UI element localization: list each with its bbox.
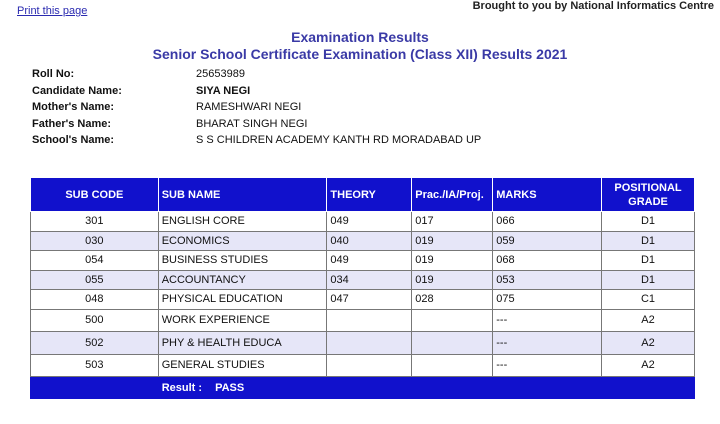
theory-cell: 040 bbox=[327, 231, 412, 251]
candidate-name-value: SIYA NEGI bbox=[196, 84, 251, 97]
prac-cell: 028 bbox=[412, 290, 493, 310]
sub-name-cell: ACCOUNTANCY bbox=[158, 270, 327, 290]
grade-cell: D1 bbox=[602, 251, 695, 271]
theory-cell bbox=[327, 332, 412, 355]
sub-code-cell: 500 bbox=[31, 309, 159, 332]
sub-name-cell: GENERAL STUDIES bbox=[158, 354, 327, 377]
sub-code-cell: 054 bbox=[31, 251, 159, 271]
sub-code-cell: 502 bbox=[31, 332, 159, 355]
grade-cell: D1 bbox=[602, 270, 695, 290]
result-cell bbox=[158, 377, 694, 399]
result-value: PASS bbox=[215, 381, 245, 394]
marks-cell: 059 bbox=[493, 231, 602, 251]
table-row bbox=[31, 354, 695, 377]
table-row bbox=[31, 270, 695, 290]
exam-title: Senior School Certificate Examination (Class XII) Results 2021 bbox=[152, 46, 568, 62]
sub-name-cell: PHYSICAL EDUCATION bbox=[158, 290, 327, 310]
marks-cell: --- bbox=[493, 354, 602, 377]
marks-cell: 053 bbox=[493, 270, 602, 290]
sub-name-cell: BUSINESS STUDIES bbox=[158, 251, 327, 271]
header-grade-line2: GRADE bbox=[628, 195, 668, 208]
result-row bbox=[31, 377, 695, 399]
school-name-row bbox=[32, 132, 481, 149]
sub-code-cell: 030 bbox=[31, 231, 159, 251]
father-name-row bbox=[32, 116, 481, 133]
grade-cell: A2 bbox=[602, 309, 695, 332]
table-row bbox=[31, 332, 695, 355]
father-name-value: BHARAT SINGH NEGI bbox=[196, 117, 308, 130]
sub-name-cell: WORK EXPERIENCE bbox=[158, 309, 327, 332]
marks-cell: 075 bbox=[493, 290, 602, 310]
header-grade-line1: POSITIONAL bbox=[614, 181, 682, 194]
prac-cell: 019 bbox=[412, 231, 493, 251]
print-page-link[interactable]: Print this page bbox=[17, 5, 88, 17]
marks-cell: 068 bbox=[493, 251, 602, 271]
table-header-row bbox=[31, 178, 695, 212]
mother-name-row bbox=[32, 99, 481, 116]
header-marks: MARKS bbox=[493, 178, 602, 212]
sub-code-cell: 055 bbox=[31, 270, 159, 290]
theory-cell: 034 bbox=[327, 270, 412, 290]
mother-name-value: RAMESHWARI NEGI bbox=[196, 101, 302, 114]
grade-cell: A2 bbox=[602, 354, 695, 377]
candidate-name-label: Candidate Name: bbox=[32, 84, 122, 97]
theory-cell: 049 bbox=[327, 212, 412, 232]
sub-code-cell: 048 bbox=[31, 290, 159, 310]
result-spacer bbox=[31, 377, 159, 399]
grade-cell: A2 bbox=[602, 332, 695, 355]
sub-code-cell: 503 bbox=[31, 354, 159, 377]
table-row bbox=[31, 309, 695, 332]
sub-code-cell: 301 bbox=[31, 212, 159, 232]
marks-cell: --- bbox=[493, 309, 602, 332]
prac-cell: 019 bbox=[412, 251, 493, 271]
table-row bbox=[31, 290, 695, 310]
school-name-value: S S CHILDREN ACADEMY KANTH RD MORADABAD UP bbox=[196, 134, 482, 147]
father-name-label: Father's Name: bbox=[32, 117, 112, 130]
theory-cell bbox=[327, 309, 412, 332]
marks-cell: --- bbox=[493, 332, 602, 355]
theory-cell: 049 bbox=[327, 251, 412, 271]
header-theory: THEORY bbox=[327, 178, 412, 212]
header-sub-name: SUB NAME bbox=[158, 178, 327, 212]
prac-cell bbox=[412, 332, 493, 355]
result-label: Result : bbox=[161, 381, 203, 394]
theory-cell: 047 bbox=[327, 290, 412, 310]
page-title: Examination Results bbox=[291, 29, 429, 45]
marks-cell: 066 bbox=[493, 212, 602, 232]
header-grade bbox=[602, 178, 695, 212]
roll-no-label: Roll No: bbox=[32, 68, 75, 81]
sub-name-cell: ENGLISH CORE bbox=[158, 212, 327, 232]
candidate-info bbox=[32, 66, 481, 149]
header-sub-code: SUB CODE bbox=[31, 178, 159, 212]
roll-no-value: 25653989 bbox=[196, 68, 245, 81]
prac-cell bbox=[412, 309, 493, 332]
sub-name-cell: PHY & HEALTH EDUCA bbox=[158, 332, 327, 355]
prac-cell: 017 bbox=[412, 212, 493, 232]
header-prac: Prac./IA/Proj. bbox=[412, 178, 493, 212]
theory-cell bbox=[327, 354, 412, 377]
marks-table bbox=[30, 177, 695, 399]
credit-text: Brought to you by National Informatics Centre bbox=[472, 0, 714, 12]
table-row bbox=[31, 231, 695, 251]
roll-no-row bbox=[32, 66, 481, 83]
candidate-name-row bbox=[32, 83, 481, 100]
prac-cell bbox=[412, 354, 493, 377]
grade-cell: D1 bbox=[602, 212, 695, 232]
school-name-label: School's Name: bbox=[32, 134, 115, 147]
prac-cell: 019 bbox=[412, 270, 493, 290]
grade-cell: C1 bbox=[602, 290, 695, 310]
mother-name-label: Mother's Name: bbox=[32, 101, 115, 114]
table-row bbox=[31, 251, 695, 271]
table-row bbox=[31, 212, 695, 232]
top-bar bbox=[0, 0, 720, 22]
grade-cell: D1 bbox=[602, 231, 695, 251]
sub-name-cell: ECONOMICS bbox=[158, 231, 327, 251]
